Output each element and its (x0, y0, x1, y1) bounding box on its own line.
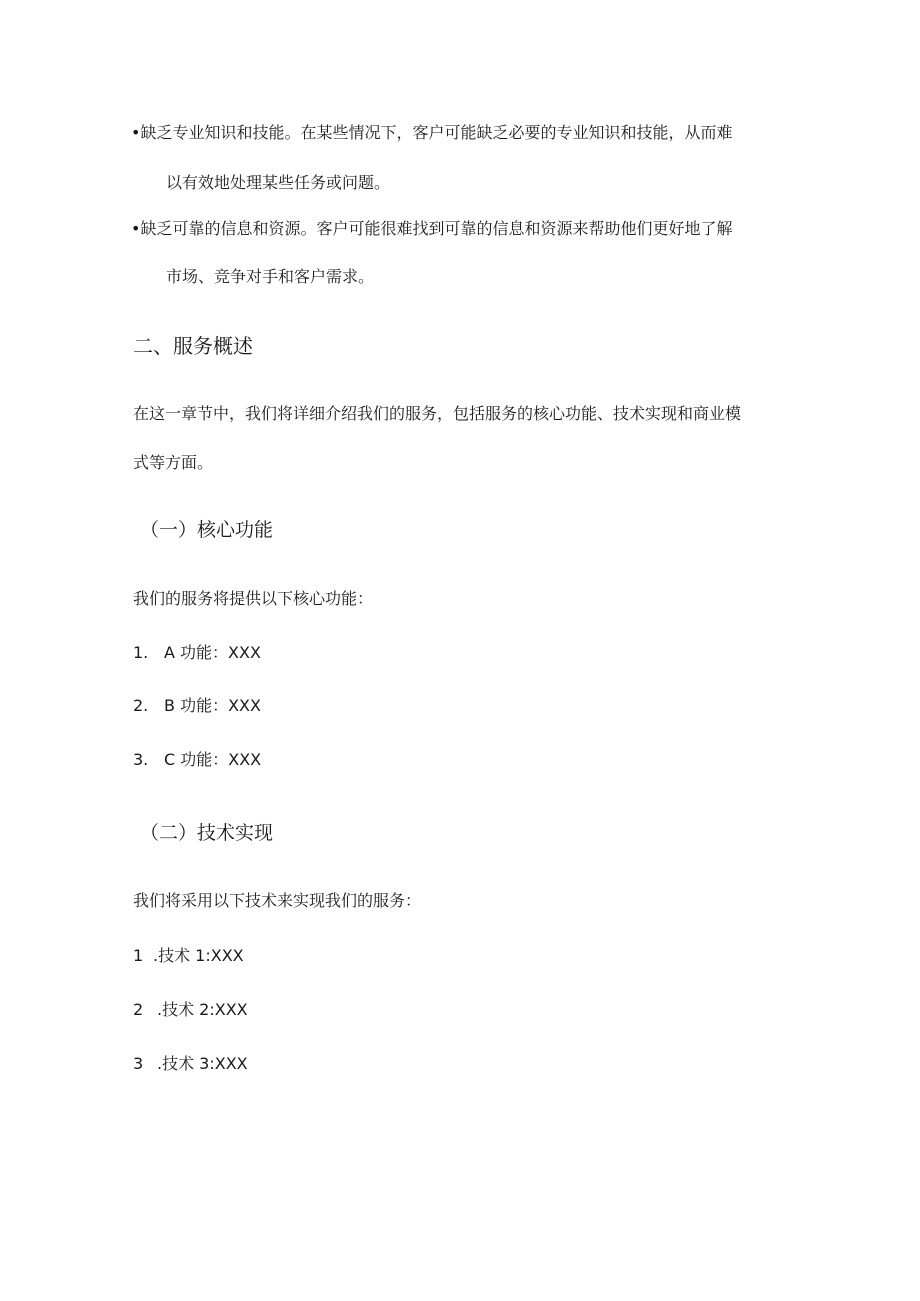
bullet-2-line-2: 市场、竞争对手和客户需求。 (166, 267, 375, 286)
subsection-2-intro: 我们将采用以下技术来实现我们的服务： (133, 891, 422, 910)
list-item-number: 1 (133, 946, 144, 965)
list-item (133, 999, 248, 1021)
section-heading: 二、服务概述 (133, 334, 253, 358)
subsection-2-heading: （二）技术实现 (140, 822, 274, 844)
list-item-text: A 功能：XXX (164, 643, 261, 662)
list-item-number: 3. (133, 750, 149, 769)
list-item-text: .技术 3:XXX (157, 1054, 248, 1073)
list-item-number: 3 (133, 1054, 144, 1073)
list-item (133, 695, 261, 717)
bullet-1-line-1: •缺乏专业知识和技能。在某些情况下，客户可能缺乏必要的专业知识和技能，从而难 (131, 123, 733, 142)
bullet-1-line-2: 以有效地处理某些任务或问题。 (166, 173, 391, 192)
list-item (133, 642, 261, 664)
list-item-text: B 功能：XXX (164, 696, 261, 715)
list-item-text: C 功能：XXX (164, 750, 262, 769)
list-item-number: 2 (133, 1000, 144, 1019)
list-item (133, 749, 261, 771)
list-item-text: .技术 2:XXX (157, 1000, 248, 1019)
subsection-1-intro: 我们的服务将提供以下核心功能： (133, 589, 374, 608)
list-item (133, 945, 244, 967)
section-intro-line-2: 式等方面。 (133, 453, 214, 472)
subsection-1-heading: （一）核心功能 (140, 519, 274, 541)
list-item-text: .技术 1:XXX (153, 946, 244, 965)
bullet-2-line-1: •缺乏可靠的信息和资源。客户可能很难找到可靠的信息和资源来帮助他们更好地了解 (131, 219, 733, 238)
list-item-number: 1. (133, 643, 149, 662)
list-item-number: 2. (133, 696, 149, 715)
list-item (133, 1053, 248, 1075)
section-intro-line-1: 在这一章节中，我们将详细介绍我们的服务，包括服务的核心功能、技术实现和商业模 (133, 404, 742, 423)
